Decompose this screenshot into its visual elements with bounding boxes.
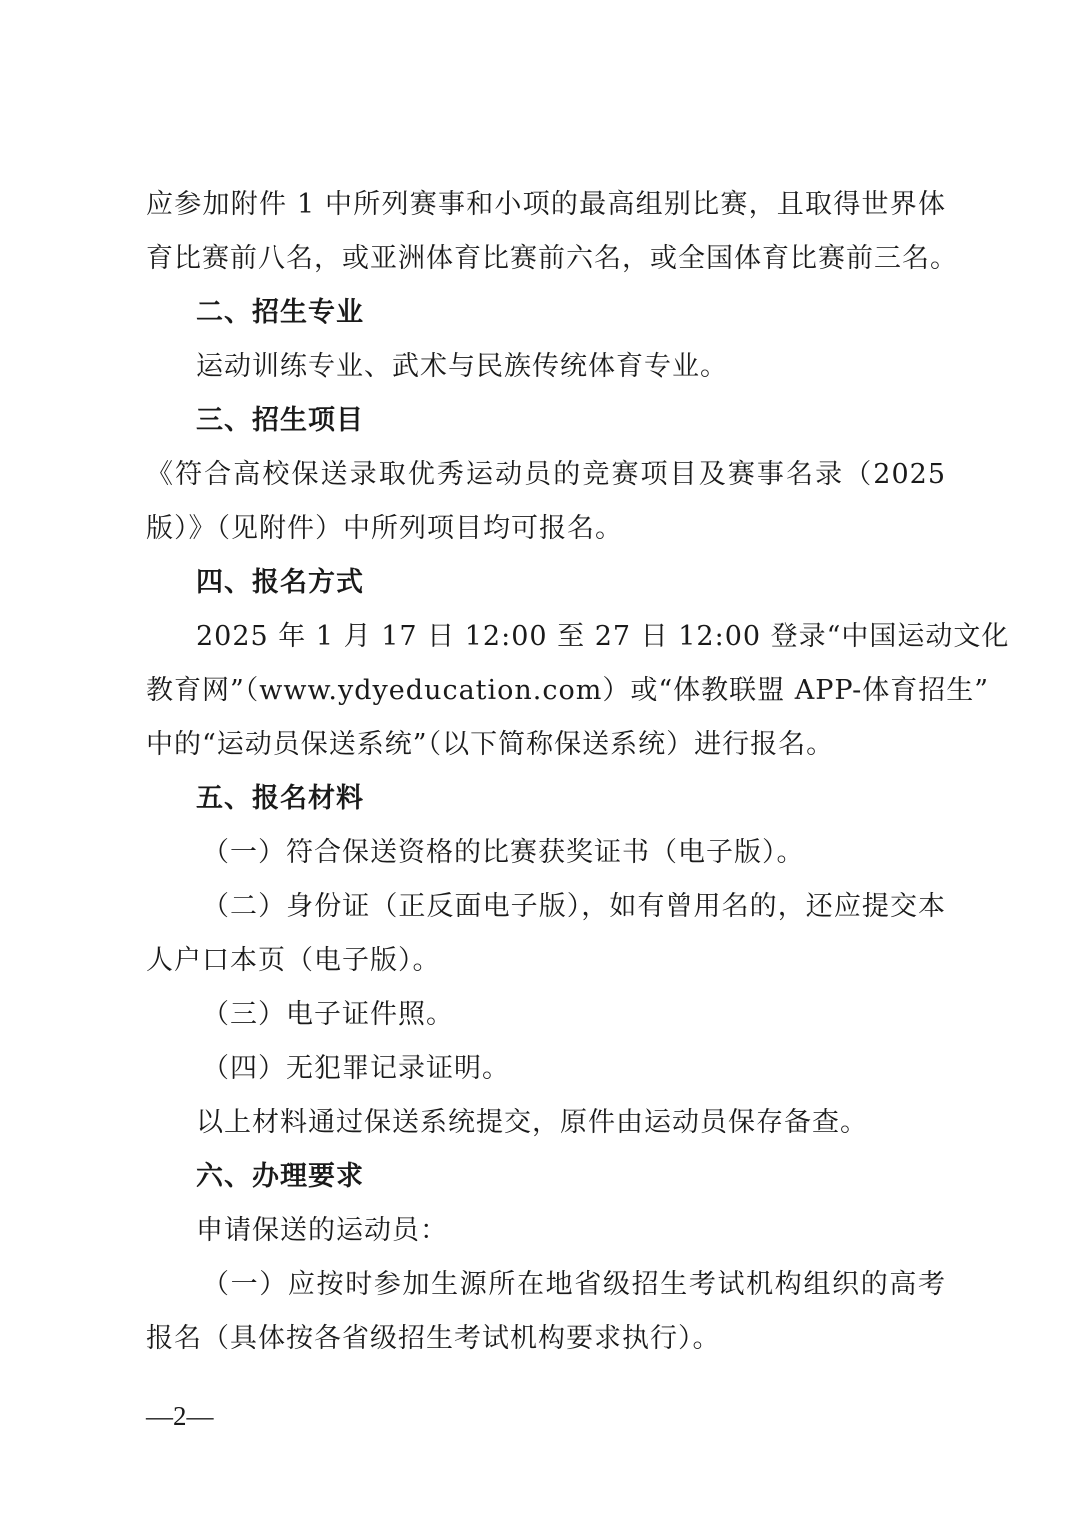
list-item: （四）无犯罪记录证明。 [202,1053,510,1084]
list-item: （二）身份证（正反面电子版），如有曾用名的，还应提交本 [202,891,946,922]
paragraph-line: 中的“运动员保送系统”（以下简称保送系统）进行报名。 [146,729,835,760]
paragraph-line: 版）》（见附件）中所列项目均可报名。 [146,513,623,544]
paragraph-line: 以上材料通过保送系统提交，原件由运动员保存备查。 [196,1107,868,1138]
paragraph-line: 2025 年 1 月 17 日 12:00 至 27 日 12:00 登录“中国运动文化 [196,621,1010,652]
paragraph-line: 《符合高校保送录取优秀运动员的竞赛项目及赛事名录（2025 [146,459,946,490]
paragraph-line: 教育网”（www.ydyeducation.com）或“体教联盟 APP-体育招生” [146,675,990,706]
section-heading: 三、招生项目 [196,405,364,436]
page-number: —2— [146,1401,214,1431]
section-heading: 六、办理要求 [196,1161,364,1192]
section-heading: 五、报名材料 [196,783,364,814]
list-item: （三）电子证件照。 [202,999,454,1030]
section-heading: 四、报名方式 [196,567,364,598]
section-heading: 二、招生专业 [196,297,364,328]
document-page [146,178,1010,1366]
list-item: （一）应按时参加生源所在地省级招生考试机构组织的高考 [202,1269,946,1300]
list-item-continuation: 报名（具体按各省级招生考试机构要求执行）。 [146,1323,721,1354]
paragraph-line: 运动训练专业、武术与民族传统体育专业。 [196,351,728,382]
paragraph-line: 申请保送的运动员： [196,1215,448,1246]
paragraph-line: 应参加附件 1 中所列赛事和小项的最高组别比赛，且取得世界体 [146,189,946,220]
list-item: （一）符合保送资格的比赛获奖证书（电子版）。 [202,837,805,868]
paragraph-line: 育比赛前八名，或亚洲体育比赛前六名，或全国体育比赛前三名。 [146,243,958,274]
list-item-continuation: 人户口本页（电子版）。 [146,945,441,976]
